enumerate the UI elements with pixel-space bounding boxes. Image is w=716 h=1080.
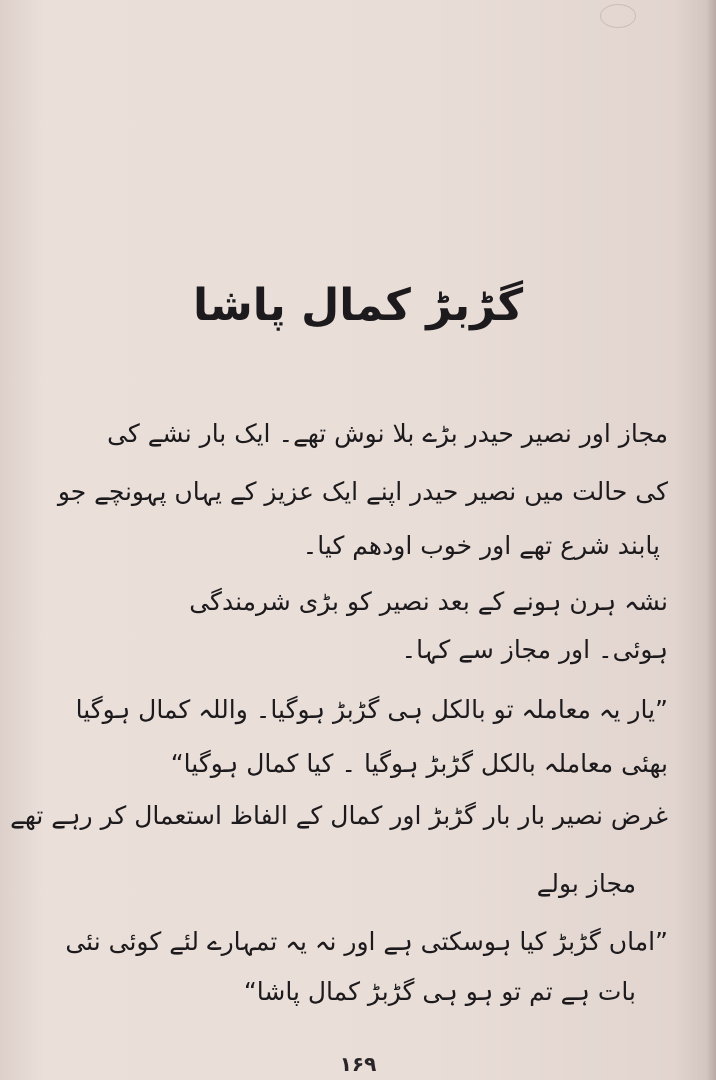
text-line-10: ”اماں گڑبڑ کیا ہوسکتی ہے اور نہ یہ تمہارے لئے کوئی نئی [65, 927, 668, 956]
text-line-5: ہوئی۔ اور مجاز سے کہا۔ [401, 635, 668, 664]
text-line-7: بھئی معاملہ بالکل گڑبڑ ہوگیا ۔ کیا کمال ہوگیا“ [170, 749, 668, 778]
page-edge-shadow [706, 0, 716, 1080]
page-title: گڑبڑ کمال پاشا [192, 280, 524, 331]
text-line-2: کی حالت میں نصیر حیدر اپنے ایک عزیز کے یہاں پہونچے جو [57, 477, 668, 506]
text-line-3: پابند شرع تھے اور خوب اودھم کیا۔ [302, 531, 660, 560]
text-line-4: نشہ ہرن ہونے کے بعد نصیر کو بڑی شرمندگی [189, 587, 668, 616]
text-line-11: بات ہے تم تو ہو ہی گڑبڑ کمال پاشا“ [243, 977, 636, 1006]
text-line-9: مجاز بولے [536, 869, 636, 898]
library-stamp-mark [600, 4, 636, 28]
text-line-8: غرض نصیر بار بار گڑبڑ اور کمال کے الفاظ استعمال کر رہے تھے [10, 801, 668, 830]
text-line-6: ”یار یہ معاملہ تو بالکل ہی گڑبڑ ہوگیا۔ واللہ کمال ہوگیا [75, 695, 668, 724]
page-number: ۱۶۹ [339, 1052, 377, 1076]
text-line-1: مجاز اور نصیر حیدر بڑے بلا نوش تھے۔ ایک بار نشے کی [107, 419, 668, 448]
